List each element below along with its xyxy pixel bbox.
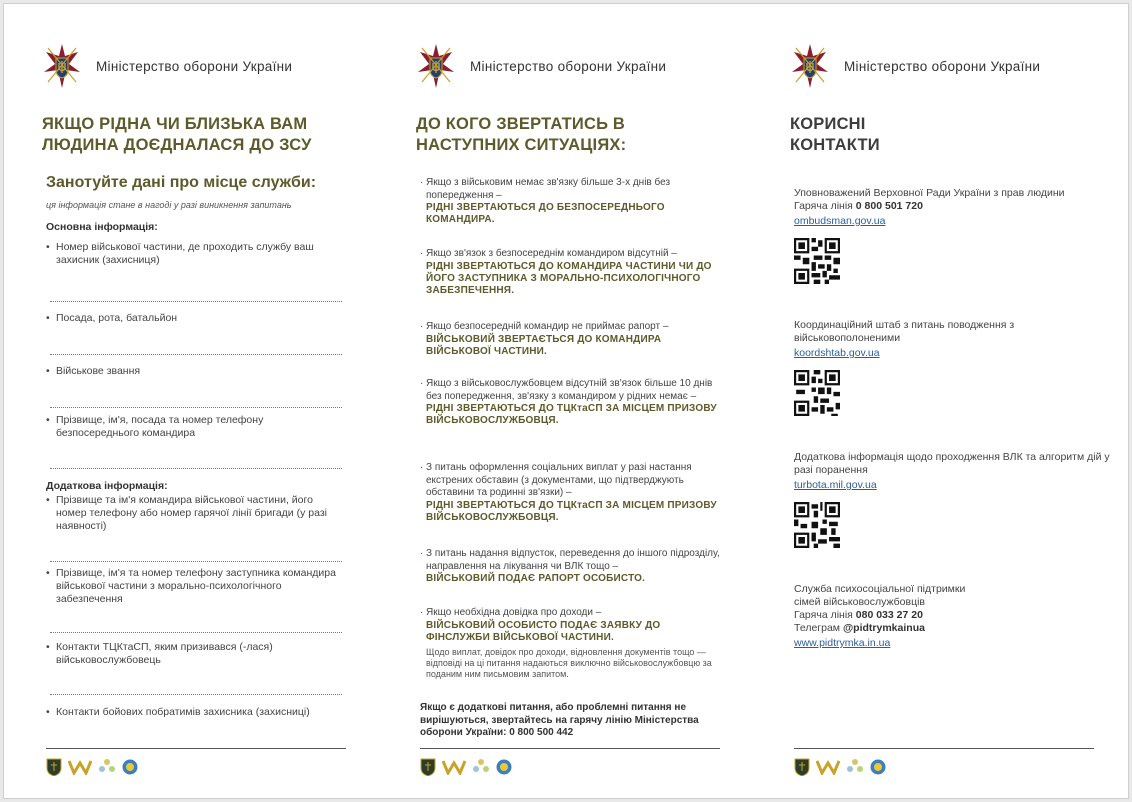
ministry-header: [416, 42, 666, 90]
contact-pidtrymka: Служба психосоціальної підтримки сімей військовослужбовців Гаряча лінія 080 033 27 20 Телеграм @pidtrymkainua www.pidtrymka.in.ua: [794, 583, 966, 649]
round-seal-logo-icon: [122, 759, 138, 775]
column-useful-contacts: [790, 4, 1120, 798]
field-unit-commander: • Прізвище та ім'я командира військової частини, його номер телефону або номер гарячої лінії бригади (у разі наявності): [46, 494, 342, 533]
hotline-note: Якщо є додаткові питання, або проблемні питання не вирішуються, звертайтесь на гарячу лінію Міністерства оборони України: 0 800 500 442: [420, 702, 699, 738]
ministry-header: [790, 42, 1040, 90]
divider: [420, 748, 720, 749]
fill-line[interactable]: [50, 407, 342, 408]
section-title: ДО КОГО ЗВЕРТАТИСЬ В НАСТУПНИХ СИТУАЦІЯХ:: [416, 115, 627, 154]
contact-koordshtab: Координаційний штаб з питань поводження з військовополоненими koordshtab.gov.ua: [794, 319, 1114, 416]
shield-logo-icon: [794, 758, 810, 776]
field-deputy-commander: • Прізвище, ім'я та номер телефону заступника командира військової частини з морально-психологічного забезпечення: [46, 567, 342, 606]
fill-line[interactable]: [50, 632, 342, 633]
section-title: КОРИСНІ КОНТАКТИ: [790, 115, 880, 154]
ministry-name: Міністерство оборони України: [844, 58, 1041, 74]
field-tck-contacts: • Контакти ТЦКтаСП, яким призивався (-лася) військовослужбовець: [46, 641, 342, 667]
extra-info-header: Додаткова інформація:: [46, 480, 168, 492]
sprout-logo-icon: [472, 758, 490, 776]
situation-item: · З питань надання відпусток, переведення до іншого підрозділу, направлення на лікування чи ВЛК тощо – ВІЙСЬКОВИЙ ПОДАЄ РАПОРТ ОСОБИСТО.: [420, 548, 720, 585]
turbota-link[interactable]: turbota.mil.gov.ua: [794, 479, 877, 491]
fill-line[interactable]: [50, 468, 342, 469]
field-rank: • Військове звання: [46, 365, 342, 378]
fill-line[interactable]: [50, 561, 342, 562]
fill-line[interactable]: [50, 354, 342, 355]
ministry-emblem-icon: [790, 42, 830, 90]
pidtrymka-link[interactable]: www.pidtrymka.in.ua: [794, 637, 891, 649]
ministry-name: Міністерство оборони України: [470, 58, 667, 74]
field-position: • Посада, рота, батальйон: [46, 312, 342, 325]
ministry-header: [42, 42, 292, 90]
contact-ombudsman: Уповноважений Верховної Ради України з прав людини Гаряча лінія 0 800 501 720 ombudsman.gov.ua: [794, 187, 1114, 284]
situation-item: · Якщо необхідна довідка про доходи – ВІЙСЬКОВИЙ ОСОБИСТО ПОДАЄ ЗАЯВКУ ДО ФІНСЛУЖБИ ВІЙСЬКОВОЇ ЧАСТИНИ. Щодо виплат, довідок про доходи, відновлення документів тощо — відповіді на ці питання надаються виключно військовослужбовцю за поданим ним письмовим запитом.: [420, 607, 720, 680]
round-seal-logo-icon: [496, 759, 512, 775]
ombudsman-link[interactable]: ombudsman.gov.ua: [794, 215, 886, 227]
sprout-logo-icon: [846, 758, 864, 776]
section-subtitle: Занотуйте дані про місце служби:: [46, 174, 317, 191]
partner-logos: [794, 758, 886, 776]
column-who-to-contact: [416, 4, 746, 798]
leaflet-page: [3, 3, 1129, 799]
column-record-service-data: [42, 4, 372, 798]
shield-logo-icon: [420, 758, 436, 776]
shield-logo-icon: [46, 758, 62, 776]
w-logo-icon: [816, 759, 840, 775]
divider: [794, 748, 1094, 749]
divider: [46, 748, 346, 749]
w-logo-icon: [442, 759, 466, 775]
koordshtab-link[interactable]: koordshtab.gov.ua: [794, 347, 880, 359]
qr-code-icon[interactable]: [794, 502, 840, 548]
partner-logos: [420, 758, 512, 776]
sprout-logo-icon: [98, 758, 116, 776]
situation-item: · Якщо з військовим немає зв'язку більше 3-х днів без попередження – РІДНІ ЗВЕРТАЮТЬСЯ ДО БЕЗПОСЕРЕДНЬОГО КОМАНДИРА.: [420, 177, 720, 226]
w-logo-icon: [68, 759, 92, 775]
situation-item: · З питань оформлення соціальних виплат у разі настання екстрених обставин (з документами, що підтверджують обставини та родинні зв'язки) – РІДНІ ЗВЕРТАЮТЬСЯ ДО ТЦКтаСП ЗА МІСЦЕМ ПРИЗОВУ ВІЙСЬКОВОСЛУЖБОВЦЯ.: [420, 462, 720, 524]
situation-item: · Якщо з військовослужбовцем відсутній зв'язок більше 10 днів без попередження, зв'язку з командиром у рідних немає – РІДНІ ЗВЕРТАЮТЬСЯ ДО ТЦКтаСП ЗА МІСЦЕМ ПРИЗОВУ ВІЙСЬКОВОСЛУЖБОВЦЯ.: [420, 378, 720, 427]
situation-item: · Якщо зв'язок з безпосереднім командиром відсутній – РІДНІ ЗВЕРТАЮТЬСЯ ДО КОМАНДИРА ЧАСТИНИ ЧИ ДО ЙОГО ЗАСТУПНИКА З МОРАЛЬНО-ПСИХОЛОГІЧНОГО ЗАБЕЗПЕЧЕННЯ.: [420, 248, 720, 297]
contact-turbota: Додаткова інформація щодо проходження ВЛК та алгоритм дій у разі поранення turbota.mil.gov.ua: [794, 451, 1114, 548]
main-info-header: Основна інформація:: [46, 221, 158, 233]
hint-text: ця інформація стане в нагоді у разі виникнення запитань: [46, 200, 292, 210]
partner-logos: [46, 758, 138, 776]
ministry-emblem-icon: [416, 42, 456, 90]
page-title: ЯКЩО РІДНА ЧИ БЛИЗЬКА ВАМ ЛЮДИНА ДОЄДНАЛАСЯ ДО ЗСУ: [42, 115, 312, 154]
fill-line[interactable]: [50, 301, 342, 302]
field-unit-number: • Номер військової частини, де проходить службу ваш захисник (захисниця): [46, 241, 342, 267]
ministry-name: Міністерство оборони України: [96, 58, 293, 74]
qr-code-icon[interactable]: [794, 238, 840, 284]
situation-item: · Якщо безпосередній командир не приймає рапорт – ВІЙСЬКОВИЙ ЗВЕРТАЄТЬСЯ ДО КОМАНДИРА ВІЙСЬКОВОЇ ЧАСТИНИ.: [420, 321, 720, 358]
fill-line[interactable]: [50, 694, 342, 695]
field-commander: • Прізвище, ім'я, посада та номер телефону безпосереднього командира: [46, 414, 342, 440]
field-comrades-contacts: • Контакти бойових побратимів захисника (захисниці): [46, 706, 342, 719]
round-seal-logo-icon: [870, 759, 886, 775]
qr-code-icon[interactable]: [794, 370, 840, 416]
ministry-emblem-icon: [42, 42, 82, 90]
